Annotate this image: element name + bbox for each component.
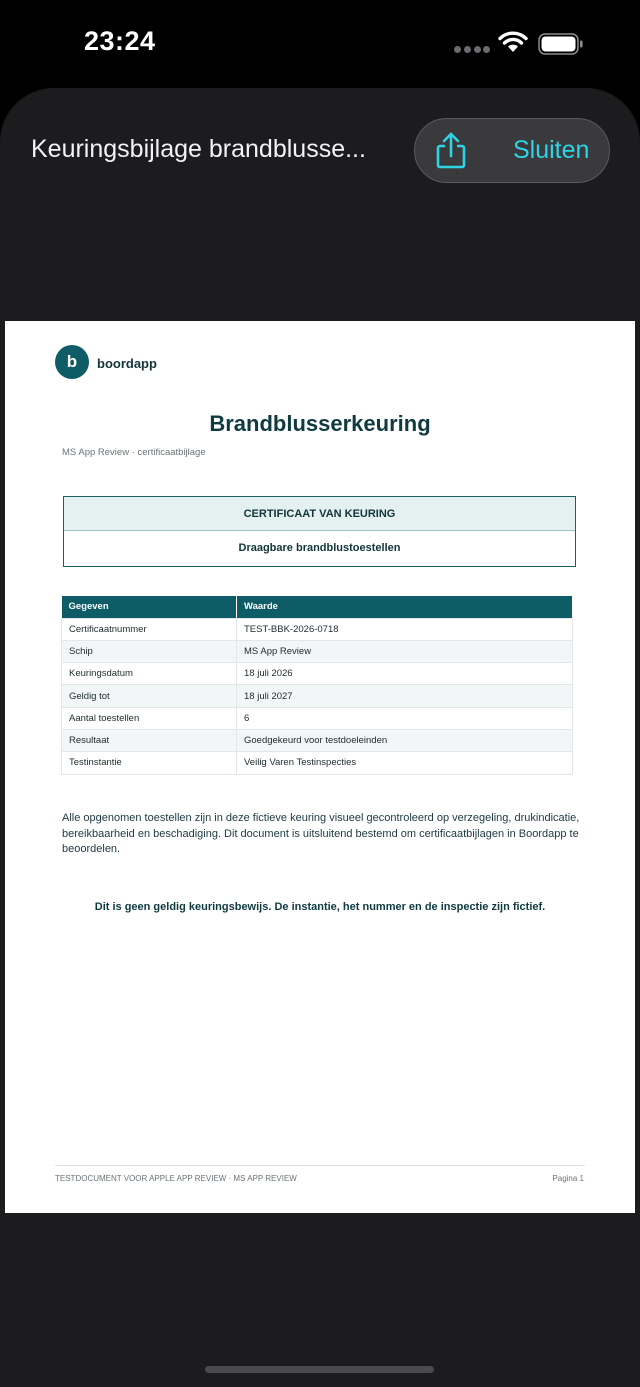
home-indicator xyxy=(205,1366,434,1373)
table-cell-value: TEST-BBK-2026-0718 xyxy=(237,618,573,640)
table-row xyxy=(62,707,573,729)
action-pill xyxy=(414,118,610,183)
table-row xyxy=(62,618,573,640)
document-title: Brandblusserkeuring xyxy=(209,411,431,436)
table-header-row xyxy=(62,596,573,618)
battery-icon xyxy=(538,33,584,55)
certificate-subject: Draagbare brandblustoestellen xyxy=(238,542,401,554)
sheet-title: Keuringsbijlage brandblusse... xyxy=(31,135,366,163)
document-subtitle: MS App Review · certificaatbijlage xyxy=(62,447,206,458)
table-row xyxy=(62,663,573,685)
page-number: Pagina 1 xyxy=(552,1174,584,1183)
table-cell-value: Goedgekeurd voor testdoeleinden xyxy=(237,729,573,751)
table-cell-value: 18 juli 2027 xyxy=(237,685,573,707)
wifi-icon xyxy=(497,30,529,54)
table-header-cell: Waarde xyxy=(237,596,573,618)
document-body-text: Alle opgenomen toestellen zijn in deze fictieve keuring visueel gecontroleerd op verzegeling, drukindicatie, bereikbaarheid en beschadiging. Dit document is uitsluitend bestemd om certificaatbijlagen in Boordapp te beoordelen. xyxy=(62,812,580,855)
table-cell-label: Schip xyxy=(62,640,237,662)
table-cell-label: Testinstantie xyxy=(62,752,237,774)
table-cell-value: MS App Review xyxy=(237,640,573,662)
document-page xyxy=(5,321,635,1213)
brand-logo: b xyxy=(55,345,89,379)
signal-dots-icon xyxy=(454,46,490,54)
table-cell-value: 6 xyxy=(237,707,573,729)
close-button[interactable]: Sluiten xyxy=(513,136,590,164)
document-notice: Dit is geen geldig keuringsbewijs. De instantie, het nummer en de inspectie zijn fictief. xyxy=(94,901,546,913)
certificate-box xyxy=(63,496,576,567)
share-icon[interactable] xyxy=(433,131,469,171)
certificate-heading: CERTIFICAAT VAN KEURING xyxy=(64,497,575,531)
footer-note: TESTDOCUMENT VOOR APPLE APP REVIEW · MS APP REVIEW xyxy=(55,1174,297,1183)
table-header-cell: Gegeven xyxy=(62,596,237,618)
table-cell-label: Geldig tot xyxy=(62,685,237,707)
table-row xyxy=(62,729,573,751)
table-cell-value: Veilig Varen Testinspecties xyxy=(237,752,573,774)
table-cell-value: 18 juli 2026 xyxy=(237,663,573,685)
table-row xyxy=(62,685,573,707)
table-cell-label: Resultaat xyxy=(62,729,237,751)
table-cell-label: Keuringsdatum xyxy=(62,663,237,685)
footer-divider xyxy=(55,1165,585,1166)
table-cell-label: Aantal toestellen xyxy=(62,707,237,729)
table-row xyxy=(62,752,573,774)
table-row xyxy=(62,640,573,662)
status-bar xyxy=(0,0,640,88)
table-cell-label: Certificaatnummer xyxy=(62,618,237,640)
brand-name: boordapp xyxy=(97,356,157,371)
status-time: 23:24 xyxy=(84,26,156,56)
data-table xyxy=(61,596,573,775)
